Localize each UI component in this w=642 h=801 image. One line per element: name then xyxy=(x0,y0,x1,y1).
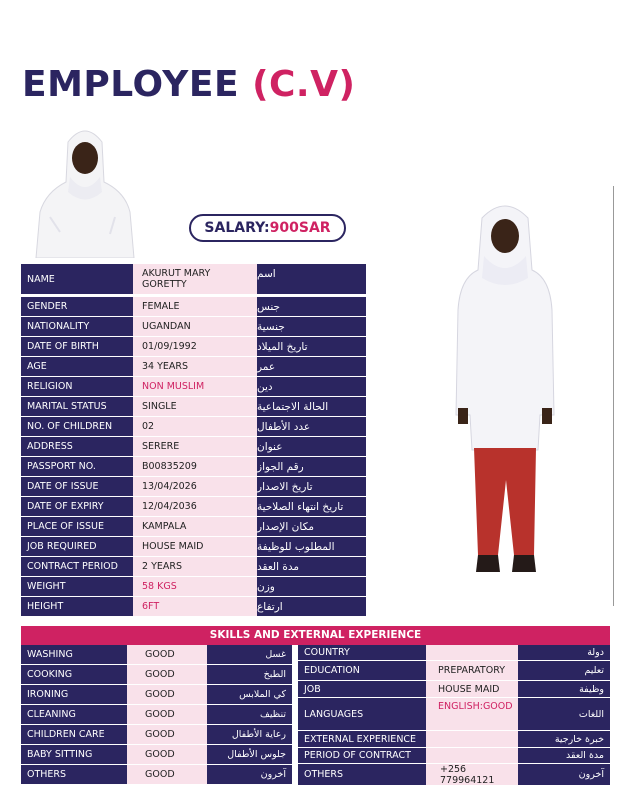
skill-label: COOKING xyxy=(21,665,127,685)
skill-label: WASHING xyxy=(21,645,127,665)
skill-arabic-label: كي الملابس xyxy=(207,685,292,705)
row-arabic-label: عمر xyxy=(257,357,366,377)
row-value: SINGLE xyxy=(133,397,257,417)
row-label: HEIGHT xyxy=(21,597,133,617)
experience-arabic-label: خبرة خارجية xyxy=(518,731,610,748)
row-label: RELIGION xyxy=(21,377,133,397)
table-row xyxy=(21,377,366,397)
experience-table xyxy=(298,645,610,786)
row-arabic-label: تاريخ الاصدار xyxy=(257,477,366,497)
table-row xyxy=(21,557,366,577)
table-row xyxy=(21,597,366,617)
skill-level: GOOD xyxy=(127,665,207,685)
table-row xyxy=(21,665,292,685)
skill-arabic-label: آخرون xyxy=(207,765,292,785)
row-arabic-label: اسم xyxy=(257,264,366,295)
row-value: 01/09/1992 xyxy=(133,337,257,357)
table-row xyxy=(21,337,366,357)
skill-level: GOOD xyxy=(127,685,207,705)
table-row xyxy=(21,517,366,537)
table-row xyxy=(21,357,366,377)
experience-label: LANGUAGES xyxy=(298,698,426,731)
table-row xyxy=(298,681,610,698)
row-arabic-label: تاريخ الميلاد xyxy=(257,337,366,357)
skill-label: IRONING xyxy=(21,685,127,705)
row-label: NAME xyxy=(21,264,133,295)
skill-label: CHILDREN CARE xyxy=(21,725,127,745)
experience-value: PREPARATORY xyxy=(426,661,518,681)
row-arabic-label: عنوان xyxy=(257,437,366,457)
table-row xyxy=(298,764,610,786)
skill-level: GOOD xyxy=(127,645,207,665)
experience-arabic-label: دولة xyxy=(518,645,610,661)
experience-value: HOUSE MAID xyxy=(426,681,518,698)
row-arabic-label: مكان الإصدار xyxy=(257,517,366,537)
portrait-photo xyxy=(30,122,140,258)
experience-arabic-label: وظيفة xyxy=(518,681,610,698)
row-arabic-label: رقم الجواز xyxy=(257,457,366,477)
full-body-photo xyxy=(440,200,570,590)
table-row xyxy=(21,705,292,725)
table-row xyxy=(21,317,366,337)
experience-label: EDUCATION xyxy=(298,661,426,681)
title-employee: EMPLOYEE xyxy=(22,64,253,105)
row-arabic-label: المطلوب للوظيفة xyxy=(257,537,366,557)
table-row xyxy=(21,645,292,665)
table-row xyxy=(21,397,366,417)
row-label: ADDRESS xyxy=(21,437,133,457)
row-label: DATE OF ISSUE xyxy=(21,477,133,497)
row-arabic-label: عدد الأطفال xyxy=(257,417,366,437)
row-value: NON MUSLIM xyxy=(133,377,257,397)
table-row xyxy=(21,457,366,477)
personal-info-table xyxy=(21,264,366,617)
row-arabic-label: دين xyxy=(257,377,366,397)
table-row xyxy=(21,417,366,437)
row-label: JOB REQUIRED xyxy=(21,537,133,557)
row-arabic-label: ارتفاع xyxy=(257,597,366,617)
row-label: MARITAL STATUS xyxy=(21,397,133,417)
table-row xyxy=(298,698,610,731)
row-value: 13/04/2026 xyxy=(133,477,257,497)
skills-section-header: SKILLS AND EXTERNAL EXPERIENCE xyxy=(21,626,610,645)
table-row xyxy=(21,577,366,597)
row-arabic-label: تاريخ انتهاء الصلاحية xyxy=(257,497,366,517)
table-row xyxy=(21,437,366,457)
row-arabic-label: مدة العقد xyxy=(257,557,366,577)
salary-badge xyxy=(189,214,346,242)
row-arabic-label: وزن xyxy=(257,577,366,597)
experience-value xyxy=(426,731,518,748)
row-value: 58 KGS xyxy=(133,577,257,597)
table-row xyxy=(298,661,610,681)
experience-label: PERIOD OF CONTRACT xyxy=(298,748,426,764)
row-value: FEMALE xyxy=(133,297,257,317)
skill-label: CLEANING xyxy=(21,705,127,725)
table-row xyxy=(21,297,366,317)
divider-line xyxy=(613,186,614,606)
experience-arabic-label: تعليم xyxy=(518,661,610,681)
experience-arabic-label: آخرون xyxy=(518,764,610,786)
row-label: DATE OF BIRTH xyxy=(21,337,133,357)
table-row xyxy=(21,685,292,705)
row-arabic-label: جنسية xyxy=(257,317,366,337)
row-value: SERERE xyxy=(133,437,257,457)
row-value: 34 YEARS xyxy=(133,357,257,377)
row-label: NO. OF CHILDREN xyxy=(21,417,133,437)
skill-arabic-label: رعاية الأطفال xyxy=(207,725,292,745)
skill-level: GOOD xyxy=(127,745,207,765)
table-row xyxy=(21,497,366,517)
row-label: AGE xyxy=(21,357,133,377)
row-label: WEIGHT xyxy=(21,577,133,597)
experience-value xyxy=(426,645,518,661)
title-cv: (C.V) xyxy=(252,64,356,105)
row-label: DATE OF EXPIRY xyxy=(21,497,133,517)
row-value: 6FT xyxy=(133,597,257,617)
skill-arabic-label: غسل xyxy=(207,645,292,665)
salary-label: SALARY: xyxy=(204,220,270,236)
row-arabic-label: جنس xyxy=(257,297,366,317)
skill-label: OTHERS xyxy=(21,765,127,785)
experience-value: +256 779964121 xyxy=(426,764,518,786)
table-row xyxy=(21,537,366,557)
page-title xyxy=(22,64,355,105)
table-row xyxy=(21,725,292,745)
skill-arabic-label: الطبخ xyxy=(207,665,292,685)
experience-label: EXTERNAL EXPERIENCE xyxy=(298,731,426,748)
table-row xyxy=(21,264,366,295)
salary-value: 900SAR xyxy=(269,220,331,236)
table-row xyxy=(21,745,292,765)
row-label: PLACE OF ISSUE xyxy=(21,517,133,537)
row-value: 12/04/2036 xyxy=(133,497,257,517)
table-row xyxy=(21,765,292,785)
skill-level: GOOD xyxy=(127,765,207,785)
experience-value xyxy=(426,748,518,764)
row-value: HOUSE MAID xyxy=(133,537,257,557)
experience-value: ENGLISH:GOOD xyxy=(426,698,518,731)
row-value: UGANDAN xyxy=(133,317,257,337)
skill-level: GOOD xyxy=(127,725,207,745)
row-label: NATIONALITY xyxy=(21,317,133,337)
table-row xyxy=(21,477,366,497)
row-value: 02 xyxy=(133,417,257,437)
skill-level: GOOD xyxy=(127,705,207,725)
row-label: PASSPORT NO. xyxy=(21,457,133,477)
experience-arabic-label: اللغات xyxy=(518,698,610,731)
skill-arabic-label: جلوس الأطفال xyxy=(207,745,292,765)
row-label: CONTRACT PERIOD xyxy=(21,557,133,577)
row-value: 2 YEARS xyxy=(133,557,257,577)
row-value: B00835209 xyxy=(133,457,257,477)
row-value: AKURUT MARY GORETTY xyxy=(133,264,257,295)
table-row xyxy=(298,645,610,661)
row-arabic-label: الحالة الاجتماعية xyxy=(257,397,366,417)
skill-label: BABY SITTING xyxy=(21,745,127,765)
table-row xyxy=(298,731,610,748)
skill-arabic-label: تنظيف xyxy=(207,705,292,725)
row-value: KAMPALA xyxy=(133,517,257,537)
experience-label: JOB xyxy=(298,681,426,698)
experience-label: COUNTRY xyxy=(298,645,426,661)
row-label: GENDER xyxy=(21,297,133,317)
table-row xyxy=(298,748,610,764)
skills-table xyxy=(21,645,292,785)
experience-label: OTHERS xyxy=(298,764,426,786)
experience-arabic-label: مدة العقد xyxy=(518,748,610,764)
